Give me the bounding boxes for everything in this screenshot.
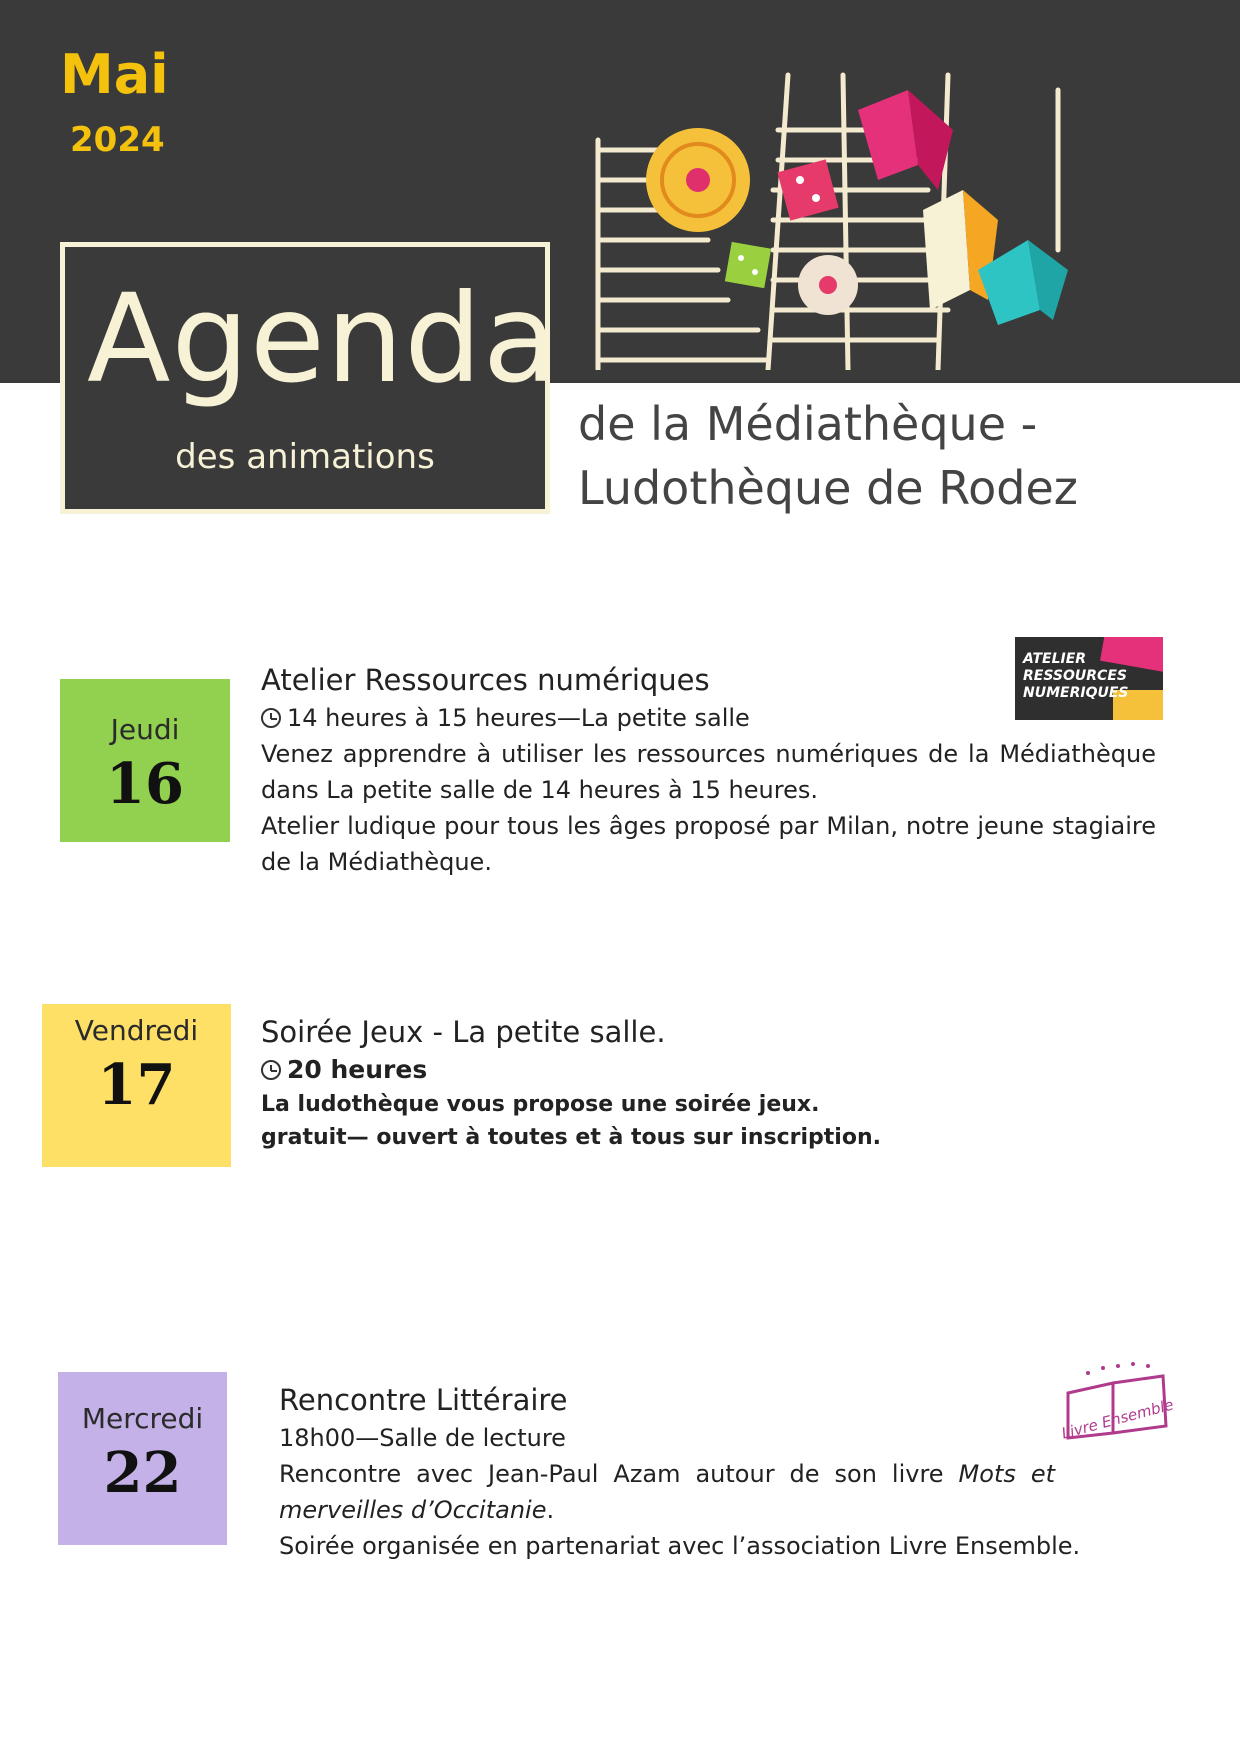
agenda-subtitle: des animations [175,437,435,477]
day-number: 16 [106,751,184,817]
date-box-mercredi [58,1372,227,1545]
event-description [279,1456,1055,1528]
event-rencontre-partner [279,1528,1179,1564]
event-time-text: 14 heures à 15 heures—La petite salle [287,704,750,732]
event-time: 18h00—Salle de lecture [279,1424,566,1452]
day-label: Vendredi [74,1014,199,1047]
event-description-2: Atelier ludique pour tous les âges proposé par Milan, notre jeune stagiaire de la Médiathèque. [261,812,1156,876]
event-time [261,1052,1141,1088]
event-title: Soirée Jeux - La petite salle. [261,1015,666,1049]
desc-text: Rencontre avec Jean-Paul Azam autour de son livre [279,1460,959,1488]
desc-end: . [546,1496,555,1524]
agenda-title: Agenda [87,268,559,410]
day-number: 22 [103,1440,182,1506]
book-title: Mots et merveilles d’Occitanie [279,1460,1056,1524]
thumb-line2: RESSOURCES [1023,668,1127,684]
atelier-thumbnail [1015,637,1163,720]
event-description: La ludothèque vous propose une soirée jeux. [261,1092,820,1117]
venue-subtitle-line2: Ludothèque de Rodez [578,461,1078,515]
header-illustration [578,70,1178,370]
event-rencontre [279,1380,1055,1528]
event-title: Rencontre Littéraire [279,1383,568,1417]
event-description-2: Soirée organisée en partenariat avec l’association Livre Ensemble. [279,1532,1081,1560]
venue-subtitle [578,392,1078,520]
clock-icon [261,1060,281,1080]
event-description-2: gratuit— ouvert à toutes et à tous sur inscription. [261,1125,881,1150]
logo-text: Livre Ensemble [1059,1395,1176,1443]
event-description: Venez apprendre à utiliser les ressources numériques de la Médiathèque dans La petite salle de 14 heures à 15 heures. [261,740,1156,804]
event-soiree-jeux [261,1012,1141,1154]
day-number: 17 [97,1052,176,1118]
agenda-title-box [60,242,559,514]
thumb-line3: NUMERIQUES [1023,685,1129,701]
event-title: Atelier Ressources numériques [261,663,710,697]
date-box-jeudi [60,679,230,842]
date-box-vendredi [42,1004,231,1167]
livre-ensemble-logo [1058,1358,1176,1448]
clock-icon [261,708,281,728]
thumb-line1: ATELIER [1023,651,1087,667]
event-time-text: 20 heures [287,1055,428,1084]
month-label: Mai [60,43,169,106]
day-label: Jeudi [110,713,180,746]
day-label: Mercredi [81,1402,204,1435]
year-label: 2024 [70,120,165,160]
venue-subtitle-line1: de la Médiathèque - [578,397,1038,451]
